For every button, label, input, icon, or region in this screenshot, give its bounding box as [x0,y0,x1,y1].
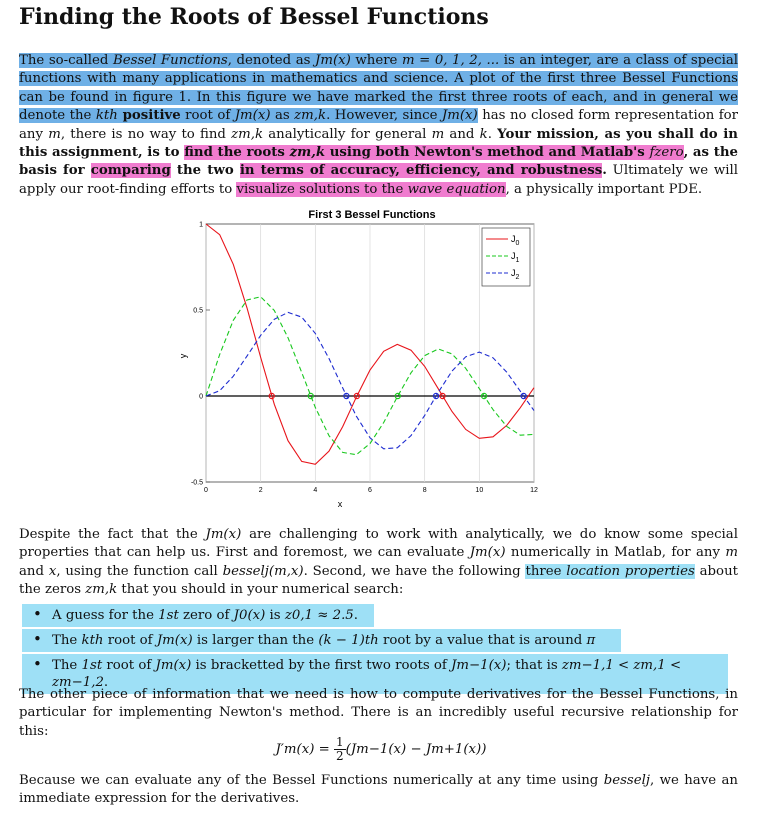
x-tick-label: 10 [475,487,484,494]
x-tick-label: 8 [422,487,427,494]
intro-paragraph: The so-called Bessel Functions, denoted as Jm(x) where m = 0, 1, 2, ... is an integer, are a class of special functions with many applications in mathematics and science. A plot of the first three Bessel Functions can be found in figure 1. In this figure we have marked the first three roots of each, and in general we denote the kth positive root of Jm(x) as zm,k. However, since Jm(x) has no closed form representation for any m, there is no way to find zm,k analytically for general m and k. Your mission, as you shall do in this assignment, is to find the roots zm,k using both Newton's method and Matlab's fzero, as the basis for comparing the two in terms of accuracy, efficiency, and robustness. Ultimately we will apply our root-finding efforts to visualize solutions to the wave equation, a physically important PDE. [19,53,739,197]
x-tick-label: 4 [313,487,318,494]
list-item: • The 1st root of Jm(x) is bracketted by the first two roots of Jm−1(x); that is zm−1,1 < zm,1 < zm−1,2. [22,654,728,694]
closing-paragraph: Because we can evaluate any of the Bessel Functions numerically at any time using besselj, we have an immediate expression for the derivatives. [19,773,738,807]
chart-title: First 3 Bessel Functions [308,209,436,221]
legend-label: $J_1$ [511,251,520,264]
location-properties-list [22,604,742,696]
list-item: • The kth root of Jm(x) is larger than the (k − 1)th root by a value that is around π [22,629,621,652]
highlight-visualize: visualize solutions to the wave equation [236,181,506,197]
highlight-criteria: accuracy, efficiency, and robustness [330,163,603,179]
bessel-figure [168,206,558,510]
properties-paragraph: Despite the fact that the Jm(x) are challenging to work with analytically, we do know some special properties that can help us. First and foremost, we can evaluate Jm(x) numerically in Matlab, for any m and x, using the function call besselj(m,x). Second, we have the following three location properties about the zeros zm,k that you should in your numerical search: [19,527,738,598]
y-tick-label: -0.5 [190,479,203,487]
x-tick-label: 2 [258,487,263,494]
derivative-equation: J′m(x) = $\frac{1}{2}(Jm-1(x) - Jm+1(x))$ [275,735,487,763]
y-axis-label: y [178,353,188,359]
legend-label: $J_0$ [511,234,520,247]
x-tick-label: 0 [204,487,208,494]
x-tick-label: 6 [368,487,372,494]
legend-box [482,228,530,286]
y-tick-label: 1 [199,221,203,229]
list-item: • A guess for the 1st zero of J0(x) is z0,1 ≈ 2.5. [22,604,374,627]
legend-label: $J_2$ [511,268,520,281]
x-axis-label: x [337,499,343,509]
y-tick-label: 0 [199,393,203,401]
derivative-paragraph: The other piece of information that we need is how to compute derivatives for the Bessel Functions, in particular for implementing Newton's method. There is an incredibly useful recursive relationship for this: [19,687,738,739]
highlight-comparing: comparing [90,163,171,179]
page-title: Finding the Roots of Bessel Functions [19,4,489,30]
y-tick-label: 0.5 [193,307,203,315]
x-tick-label: 12 [530,487,538,494]
